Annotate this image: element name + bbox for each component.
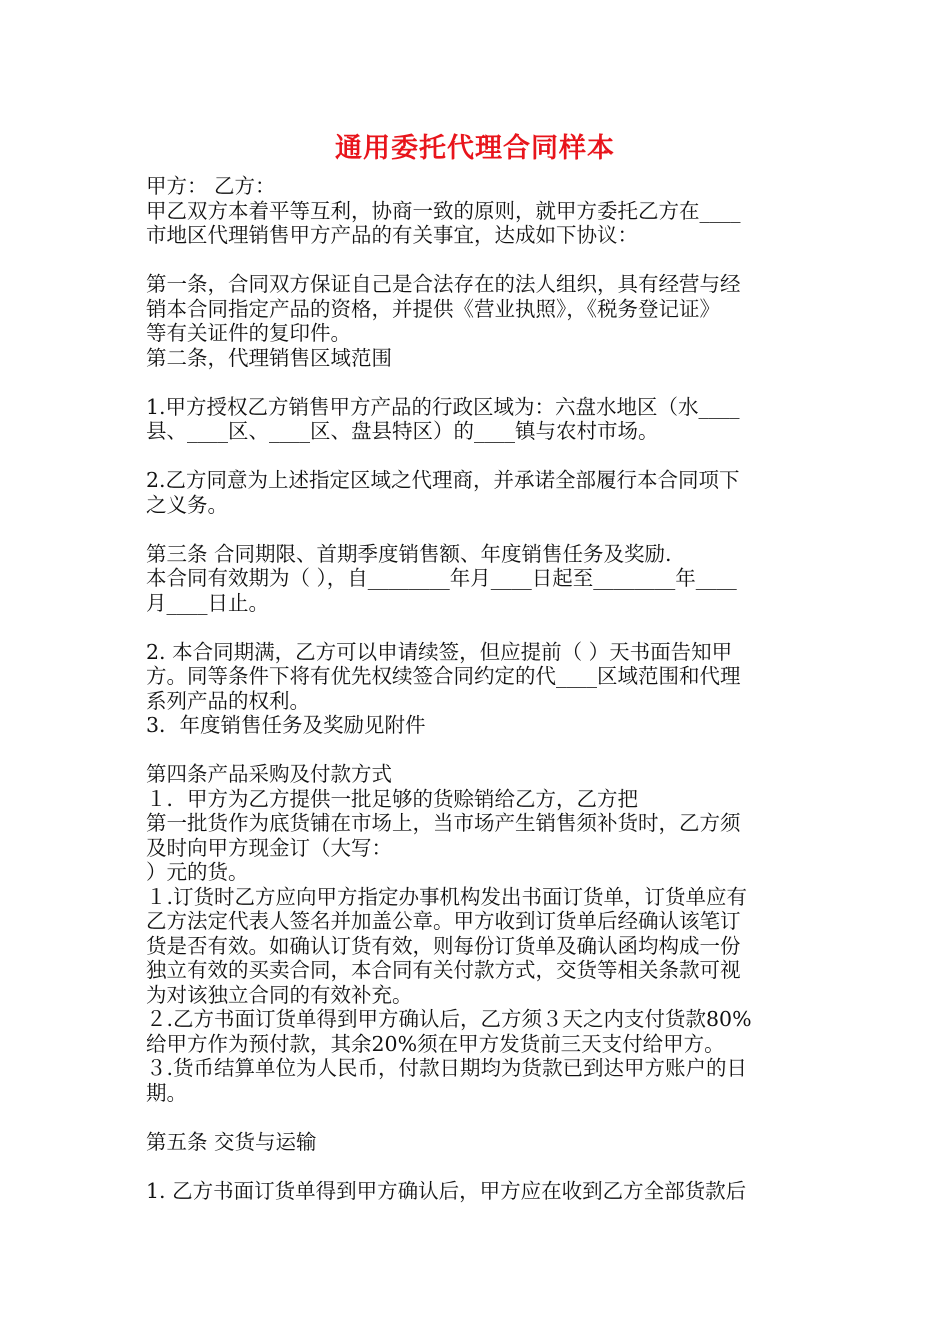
text-line: 方。同等条件下将有优先权续签合同约定的代____区域范围和代理 xyxy=(146,664,741,688)
text-line: ）元的货。 xyxy=(146,860,249,884)
document-body xyxy=(146,174,818,1203)
text-line: 3．年度销售任务及奖励见附件 xyxy=(146,713,426,737)
text-line: 独立有效的买卖合同，本合同有关付款方式，交货等相关条款可视 xyxy=(146,958,741,982)
text-line: 市地区代理销售甲方产品的有关事宜，达成如下协议： xyxy=(146,223,638,247)
blank-line xyxy=(146,248,818,273)
text-line: 1. 乙方书面订货单得到甲方确认后，甲方应在收到乙方全部货款后 xyxy=(146,1178,747,1203)
text-line: 第五条 交货与运输 xyxy=(146,1129,317,1154)
text-line: 2. 本合同期满，乙方可以申请续签，但应提前（ ）天书面告知甲 xyxy=(146,639,733,664)
text-line: 县、____区、____区、盘县特区）的____镇与农村市场。 xyxy=(146,419,659,443)
text-line: 货是否有效。如确认订货有效，则每份订货单及确认函均构成一份 xyxy=(146,933,741,958)
text-line: 销本合同指定产品的资格，并提供《营业执照》，《税务登记证》 xyxy=(146,296,720,321)
blank-line xyxy=(146,517,818,542)
text-line: 1.甲方授权乙方销售甲方产品的行政区域为：六盘水地区（水____ xyxy=(146,394,740,419)
text-line: 乙方法定代表人签名并加盖公章。甲方收到订货单后经确认该笔订 xyxy=(146,909,741,933)
text-line: １.订货时乙方应向甲方指定办事机构发出书面订货单，订货单应有 xyxy=(146,884,748,909)
text-line: １．甲方为乙方提供一批足够的货赊销给乙方，乙方把 xyxy=(146,786,638,811)
text-line: 期。 xyxy=(146,1080,187,1105)
text-line: 第三条 合同期限、首期季度销售额、年度销售任务及奖励. xyxy=(146,541,672,566)
blank-line xyxy=(146,1154,818,1179)
document-title: 通用委托代理合同样本 xyxy=(335,133,615,164)
blank-line xyxy=(146,1105,818,1130)
text-line: 及时向甲方现金订（大写： xyxy=(146,835,392,860)
blank-line xyxy=(146,738,818,763)
text-line: ３.货币结算单位为人民币，付款日期均为货款已到达甲方账户的日 xyxy=(146,1056,748,1080)
text-line: 甲方： 乙方： xyxy=(146,174,276,198)
text-line: 第一批货作为底货铺在市场上，当市场产生销售须补货时，乙方须 xyxy=(146,811,741,835)
text-line: 给甲方作为预付款，其余20%须在甲方发货前三天支付给甲方。 xyxy=(146,1031,725,1056)
text-line: 第一条，合同双方保证自己是合法存在的法人组织，具有经营与经 xyxy=(146,272,741,296)
text-line: 本合同有效期为（ ），自________年月____日起至________年____ xyxy=(146,566,737,590)
text-line: 月____日止。 xyxy=(146,590,269,615)
text-line: 等有关证件的复印件。 xyxy=(146,321,351,345)
text-line: 2.乙方同意为上述指定区域之代理商，并承诺全部履行本合同项下 xyxy=(146,468,740,492)
text-line: 系列产品的权利。 xyxy=(146,688,310,713)
blank-line xyxy=(146,370,818,395)
blank-line xyxy=(146,615,818,640)
text-line: 第二条，代理销售区域范围 xyxy=(146,345,392,370)
text-line: 为对该独立合同的有效补充。 xyxy=(146,982,413,1007)
text-line: ２.乙方书面订货单得到甲方确认后，乙方须３天之内支付货款80% xyxy=(146,1007,752,1031)
text-line: 甲乙双方本着平等互利，协商一致的原则，就甲方委托乙方在____ xyxy=(146,198,741,223)
blank-line xyxy=(146,444,818,469)
text-line: 第四条产品采购及付款方式 xyxy=(146,762,392,786)
text-line: 之义务。 xyxy=(146,492,228,517)
